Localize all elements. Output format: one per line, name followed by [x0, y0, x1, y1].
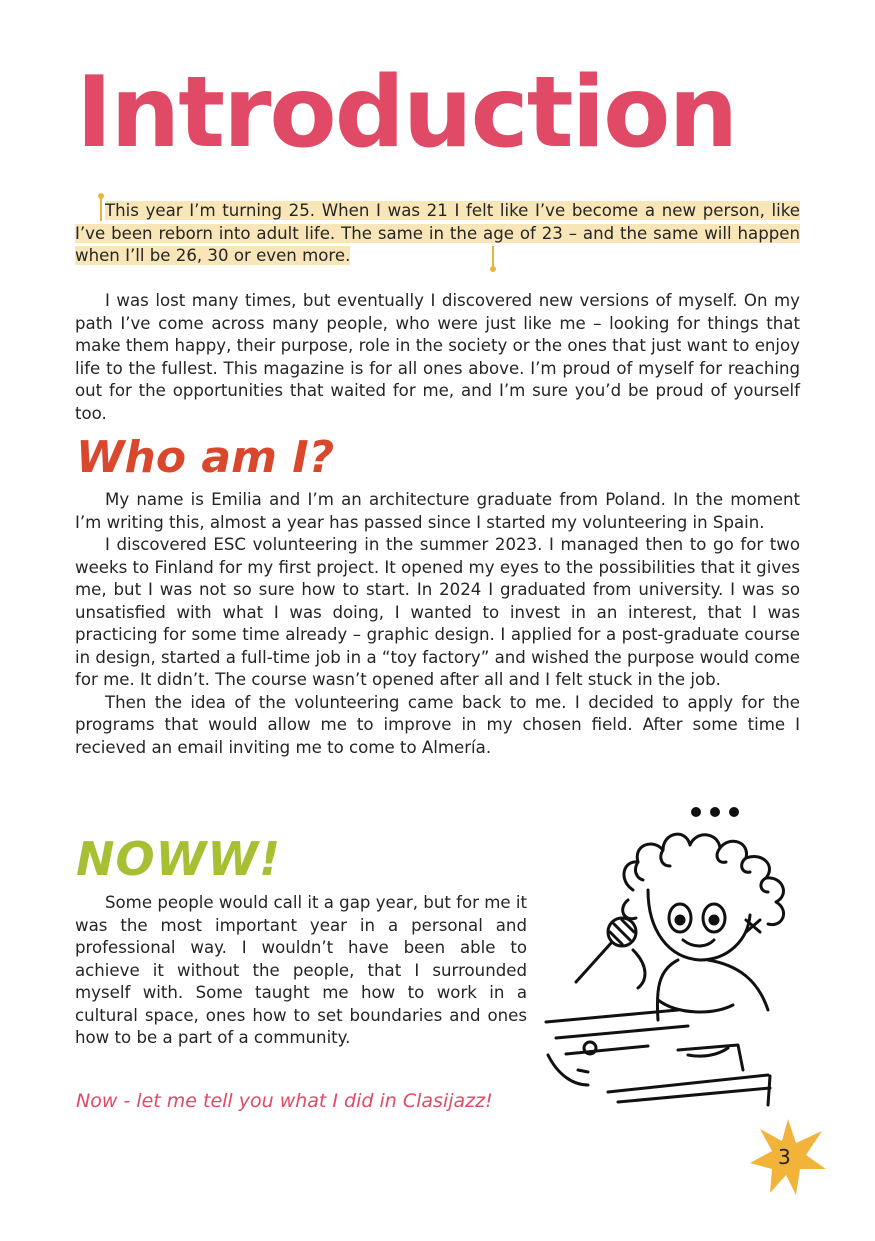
noww-paragraph: Some people would call it a gap year, but for me it was the most important year in a personal and professional way. I wouldn’t have been able to achieve it without the people, that I surrounded myself with. Some taught me how to work in a cultural space, ones how to set boundaries and ones how to be a part of a community.: [75, 893, 527, 1047]
who-paragraph-2: I discovered ESC volunteering in the summer 2023. I managed then to go for two weeks to Finland for my first project. It opened my eyes to the possibilities that it gives me, but I was not so sure how to start. In 2024 I graduated from university. I was so unsatisfied with what I was doing, I wanted to invest in an interest, that I was practicing for some time already – graphic design. I applied for a post-graduate course in design, started a full-time job in a “toy factory” and wished the purpose would come for me. It didn’t. The course wasn’t opened after all and I felt stuck in the job.: [75, 535, 800, 689]
highlighted-text: This year I’m turning 25. When I was 21 I felt like I’ve become a new person, like I’ve been reborn into adult life. The same in the age of 23 – and the same will happen when I’ll be 26, 30 or even more.: [75, 201, 800, 265]
who-paragraph-3: Then the idea of the volunteering came back to me. I decided to apply for the programs that would allow me to improve in my chosen field. After some time I recieved an email inviting me to come to Almería.: [75, 692, 800, 757]
who-am-i-body: [75, 489, 800, 759]
selection-end-handle[interactable]: [490, 266, 496, 272]
intro-paragraph[interactable]: [75, 200, 800, 268]
noww-heading: NOWW!: [76, 832, 282, 886]
who-am-i-heading: Who am I?: [76, 432, 335, 483]
closing-line: Now - let me tell you what I did in Clasijazz!: [76, 1090, 493, 1112]
page-title: Introduction: [76, 56, 737, 170]
selection-end-caret: [492, 246, 494, 268]
page-number: 3: [778, 1145, 791, 1169]
paragraph-2: I was lost many times, but eventually I discovered new versions of myself. On my path I’ve come across many people, who were just like me – looking for things that make them happy, their purpose, role in the society or the ones that just want to enjoy life to the fullest. This magazine is for all ones above. I’m proud of myself for reaching out for the opportunities that waited for me, and I’m sure you’d be proud of yourself too.: [75, 291, 800, 423]
person-illustration-icon: [538, 800, 828, 1110]
who-paragraph-1: My name is Emilia and I’m an architecture graduate from Poland. In the moment I’m writing this, almost a year has passed since I started my volunteering in Spain.: [75, 490, 800, 532]
